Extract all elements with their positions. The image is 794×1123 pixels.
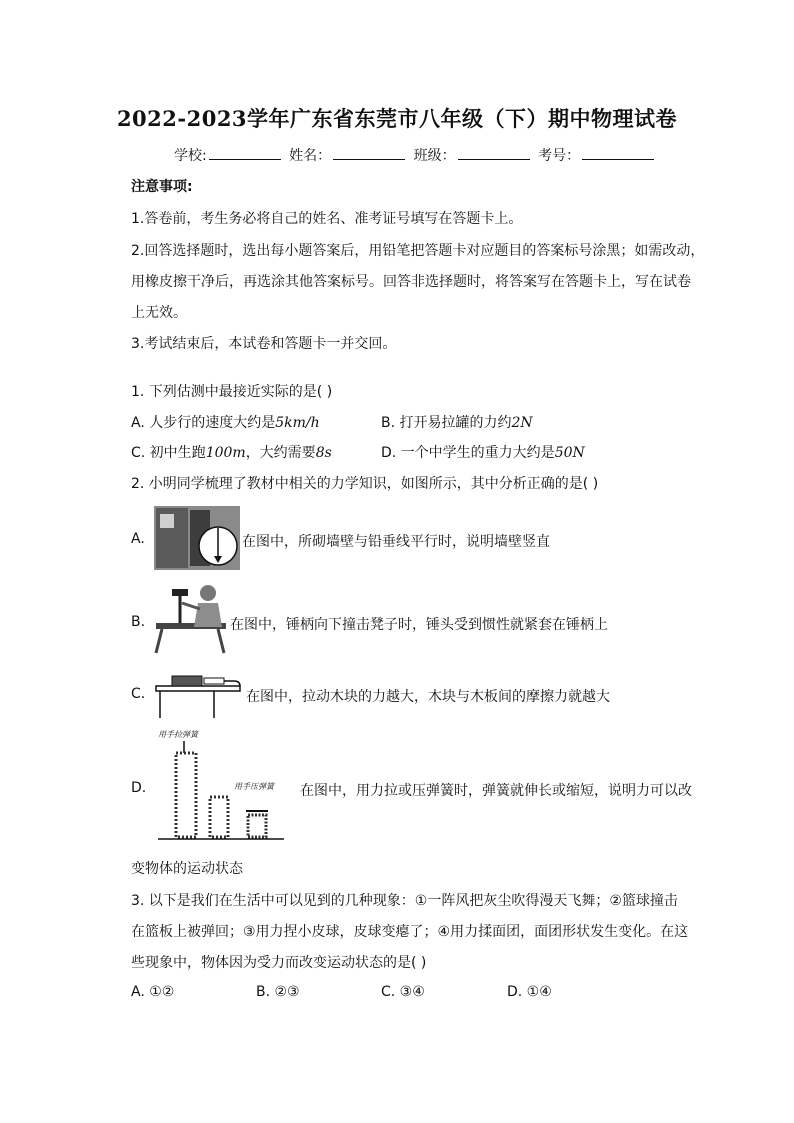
notice-item-2-line-2: 用橡皮擦干净后，再选涂其他答案标号。回答非选择题时，将答案写在答题卡上，写在试卷 bbox=[131, 274, 691, 290]
q1-option-d bbox=[381, 442, 585, 462]
plumb-figure-head bbox=[160, 514, 174, 528]
q1-option-c-math-2: 8s bbox=[315, 445, 332, 461]
stool-leg-right bbox=[218, 629, 224, 653]
compressed-spring bbox=[210, 797, 268, 837]
hammer-stool-figure bbox=[152, 583, 232, 655]
exam-no-blank bbox=[582, 147, 654, 160]
class-label: 班级： bbox=[413, 148, 456, 164]
student-info-row bbox=[174, 145, 658, 165]
hammer-head bbox=[172, 589, 188, 596]
q3-option-b: B. ②③ bbox=[256, 984, 300, 1000]
q2-option-a-text: 在图中，所砌墙壁与铅垂线平行时，说明墙壁竖直 bbox=[242, 534, 550, 550]
stool-leg-left bbox=[156, 629, 162, 653]
q2-option-b-label: B. bbox=[131, 614, 146, 630]
page-title: 2022-2023学年广东省东莞市八年级（下）期中物理试卷 bbox=[116, 106, 678, 131]
q3-stem-line-2: 在篮板上被弹回；③用力捏小皮球，皮球变瘪了；④用力揉面团，面团形状发生变化。在这 bbox=[131, 924, 689, 940]
wooden-board bbox=[156, 686, 240, 691]
q1-option-c bbox=[131, 442, 332, 462]
q2-option-d-text: 在图中，用力拉或压弹簧时，弹簧就伸长或缩短，说明力可以改 bbox=[300, 783, 692, 799]
q1-option-c-text-1: C. 初中生跑 bbox=[131, 445, 206, 461]
stretched-spring-coils bbox=[176, 753, 196, 837]
stretched-spring bbox=[176, 753, 196, 837]
q1-option-a bbox=[131, 412, 320, 432]
q1-option-b bbox=[381, 412, 533, 432]
q1-option-b-math: 2N bbox=[511, 415, 533, 431]
q2-option-c-text: 在图中，拉动木块的力越大，木块与木板间的摩擦力就越大 bbox=[246, 689, 610, 705]
q1-option-c-math-1: 100m bbox=[205, 445, 246, 461]
notice-item-2-line-3: 上无效。 bbox=[131, 305, 187, 321]
q2-option-d-text-continued: 变物体的运动状态 bbox=[131, 861, 243, 877]
block-board-figure bbox=[154, 670, 244, 720]
spring-figure bbox=[154, 727, 300, 845]
notice-item-3: 3.考试结束后，本试卷和答题卡一并交回。 bbox=[131, 336, 397, 352]
q1-stem: 1. 下列估测中最接近实际的是( ) bbox=[131, 384, 333, 400]
q2-option-b-text: 在图中，锤柄向下撞击凳子时，锤头受到惯性就紧套在锤柄上 bbox=[230, 617, 608, 633]
wooden-block bbox=[172, 676, 202, 686]
q2-stem: 2. 小明同学梳理了教材中相关的力学知识，如图所示，其中分析正确的是( ) bbox=[131, 476, 599, 492]
person-body bbox=[194, 603, 222, 627]
compressed-spring-coils-right bbox=[248, 815, 266, 837]
q2-option-a-label: A. bbox=[131, 531, 145, 547]
name-blank bbox=[333, 147, 405, 160]
person-head bbox=[200, 585, 216, 601]
q1-option-b-text: B. 打开易拉罐的力约 bbox=[381, 415, 512, 431]
exam-no-label: 考号： bbox=[538, 148, 581, 164]
spring-figure-side-caption: 用手压弹簧 bbox=[234, 782, 274, 791]
spring-figure-top-caption: 用手拉弹簧 bbox=[158, 730, 198, 739]
q3-option-a: A. ①② bbox=[131, 984, 175, 1000]
school-blank bbox=[209, 147, 281, 160]
q1-option-a-math: 5km/h bbox=[275, 415, 320, 431]
class-blank bbox=[458, 147, 530, 160]
spring-scale bbox=[204, 678, 224, 684]
q2-option-d-label: D. bbox=[131, 780, 147, 796]
q2-option-c-label: C. bbox=[131, 686, 146, 702]
compressed-spring-coils-left bbox=[210, 797, 228, 837]
name-label: 姓名： bbox=[289, 148, 332, 164]
notice-heading: 注意事项: bbox=[131, 179, 193, 195]
q3-option-c: C. ③④ bbox=[381, 984, 425, 1000]
q1-option-d-math: 50N bbox=[554, 445, 585, 461]
plumb-line-figure bbox=[154, 506, 240, 570]
q3-stem-line-3: 些现象中，物体因为受力而改变运动状态的是( ) bbox=[131, 955, 427, 971]
school-label: 学校: bbox=[174, 148, 207, 164]
q3-option-d: D. ①④ bbox=[507, 984, 552, 1000]
notice-item-2-line-1: 2.回答选择题时，选出每小题答案后，用铅笔把答题卡对应题目的答案标号涂黑；如需改动， bbox=[131, 243, 705, 259]
notice-item-1: 1.答卷前，考生务必将自己的姓名、准考证号填写在答题卡上。 bbox=[131, 211, 523, 227]
q3-stem-line-1: 3. 以下是我们在生活中可以见到的几种现象：①一阵风把灰尘吹得漫天飞舞；②篮球撞击 bbox=[131, 893, 678, 909]
q1-option-c-text-2: ，大约需要 bbox=[245, 445, 316, 461]
q1-option-a-text: A. 人步行的速度大约是 bbox=[131, 415, 276, 431]
q1-option-d-text: D. 一个中学生的重力大约是 bbox=[381, 445, 555, 461]
person-arm bbox=[182, 603, 200, 609]
